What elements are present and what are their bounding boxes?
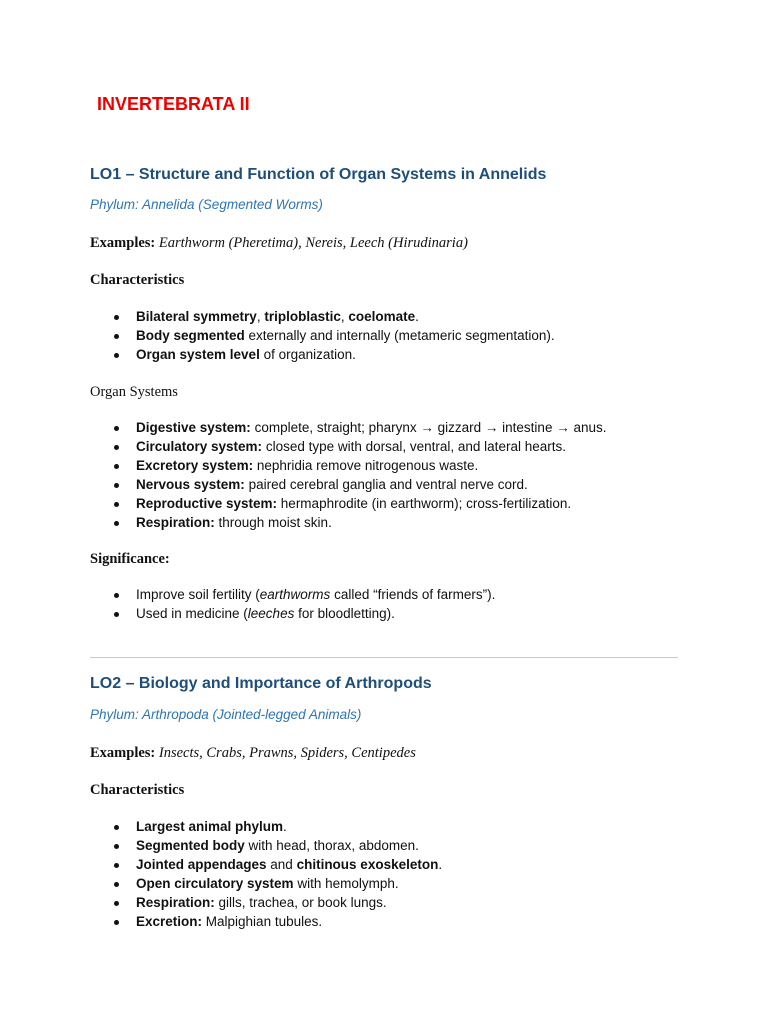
list-text: , [340, 309, 349, 324]
bold-term: Reproductive system: [136, 496, 278, 511]
bold-term: Digestive system: [136, 420, 251, 435]
list-text: . [283, 819, 287, 834]
list-item [0, 345, 555, 364]
bold-term: Segmented body [136, 838, 245, 853]
list-text: and [266, 857, 297, 872]
lo1-significance-heading: Significance: [90, 551, 170, 567]
list-text: Used in medicine ( [136, 606, 248, 621]
list-item [0, 893, 442, 912]
list-item [0, 437, 606, 456]
lo1-characteristics-heading: Characteristics [90, 272, 185, 288]
bold-term: Bilateral symmetry [136, 309, 257, 324]
bold-term: triploblastic [264, 309, 341, 324]
list-item [0, 585, 495, 604]
italic-term: leeches [247, 606, 295, 621]
lo2-characteristics-heading: Characteristics [90, 782, 185, 798]
bold-term: Circulatory system: [136, 439, 263, 454]
list-text: paired cerebral ganglia and ventral nerve cord. [244, 477, 528, 492]
bold-term: chitinous exoskeleton [296, 857, 439, 872]
list-text: with head, thorax, abdomen. [244, 838, 419, 853]
bold-term: Excretory system: [136, 458, 254, 473]
lo1-significance-list [0, 585, 495, 623]
lo1-organ-systems-heading: Organ Systems [90, 384, 178, 400]
bold-term: Nervous system: [136, 477, 245, 492]
list-text: . [438, 857, 443, 872]
lo1-characteristics-list [0, 307, 555, 364]
lo1-examples-text: Earthworm (Pheretima), Nereis, Leech (Hirudinaria) [158, 235, 468, 251]
list-text: with hemolymph. [293, 876, 399, 891]
bold-term: Largest animal phylum [136, 819, 284, 834]
list-item [0, 817, 442, 836]
list-item [0, 475, 606, 494]
list-text: through moist skin. [214, 515, 332, 530]
lo2-examples-label: Examples: [90, 745, 156, 761]
bold-term: Excretion: [136, 914, 203, 929]
bold-term: Jointed appendages [136, 857, 267, 872]
lo2-heading: LO2 – Biology and Importance of Arthropods [90, 675, 432, 692]
list-item [0, 912, 442, 931]
lo1-phylum: Phylum: Annelida (Segmented Worms) [90, 197, 323, 212]
lo1-organ-systems-list [0, 418, 606, 532]
list-item [0, 326, 555, 345]
list-item [0, 456, 606, 475]
bold-term: Respiration: [136, 895, 215, 910]
bold-term: Open circulatory system [136, 876, 294, 891]
list-item [0, 307, 555, 326]
list-text: externally and internally (metameric segmentation). [244, 328, 555, 343]
bold-term: Respiration: [136, 515, 215, 530]
bold-term: coelomate [348, 309, 416, 324]
list-item [0, 513, 606, 532]
list-text: nephridia remove nitrogenous waste. [253, 458, 479, 473]
list-text: of organization. [259, 347, 356, 362]
list-text: called “friends of farmers”). [330, 587, 496, 602]
list-item [0, 836, 442, 855]
list-text: Improve soil fertility ( [136, 587, 260, 602]
document-title: INVERTEBRATA II [97, 94, 250, 114]
list-text: closed type with dorsal, ventral, and lateral hearts. [262, 439, 566, 454]
lo2-examples [90, 745, 416, 762]
list-text: hermaphrodite (in earthworm); cross-fertilization. [277, 496, 572, 511]
italic-term: earthworms [259, 587, 331, 602]
lo2-characteristics-list [0, 817, 442, 931]
lo1-examples-label: Examples: [90, 235, 156, 251]
lo1-examples [90, 235, 468, 252]
list-item [0, 855, 442, 874]
list-item [0, 494, 606, 513]
list-text: . [415, 309, 419, 324]
list-text: complete, straight; pharynx → gizzard → intestine → anus. [250, 420, 607, 435]
list-text: gills, trachea, or book lungs. [214, 895, 387, 910]
list-text: for bloodletting). [294, 606, 395, 621]
section-divider [90, 657, 678, 658]
bold-term: Organ system level [136, 347, 260, 362]
lo2-examples-text: Insects, Crabs, Prawns, Spiders, Centipedes [158, 745, 416, 761]
lo2-phylum: Phylum: Arthropoda (Jointed-legged Animals) [90, 707, 362, 722]
lo1-heading: LO1 – Structure and Function of Organ Systems in Annelids [90, 166, 547, 183]
list-item [0, 418, 606, 437]
list-text: Malpighian tubules. [202, 914, 323, 929]
list-item [0, 604, 495, 623]
bold-term: Body segmented [136, 328, 245, 343]
list-text: , [256, 309, 265, 324]
list-item [0, 874, 442, 893]
